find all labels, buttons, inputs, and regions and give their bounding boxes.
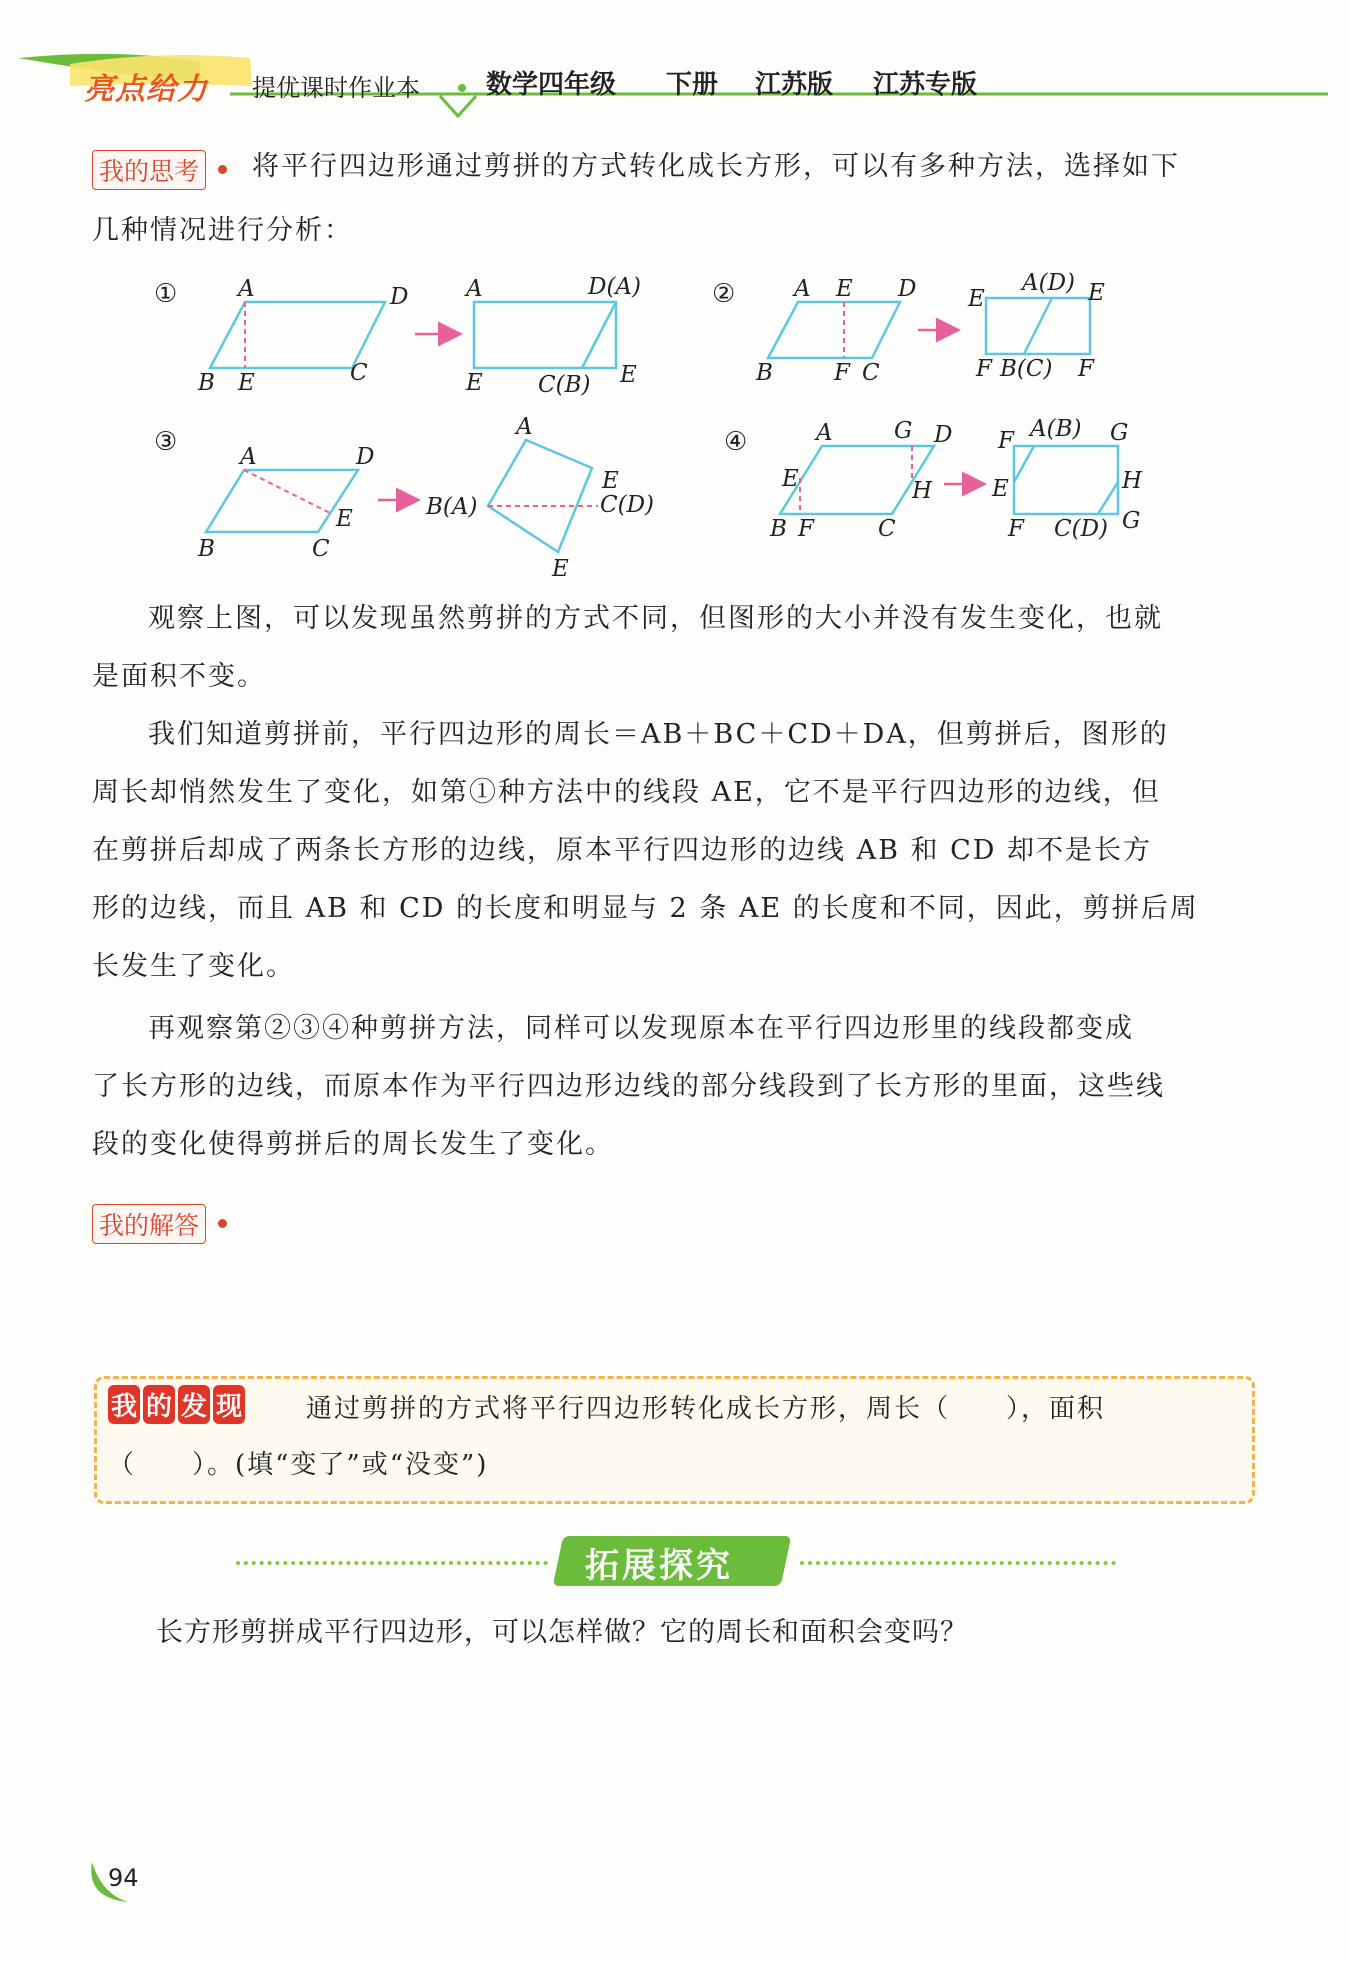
label: C(D) (600, 492, 654, 518)
paragraph-line: 段的变化使得剪拼后的周长发生了变化。 (92, 1129, 614, 1160)
label: F (798, 516, 814, 542)
edition-label: 江苏版 (755, 70, 834, 100)
diagram-1-number: ① (154, 279, 178, 309)
diagram-3-number: ③ (154, 427, 178, 457)
cut-paste-diagrams (0, 260, 1350, 590)
label: D (356, 444, 375, 470)
diagram-3 (154, 414, 654, 582)
label: E (782, 466, 799, 492)
paragraph-line: 观察上图，可以发现虽然剪拼的方式不同，但图形的大小并没有发生变化，也就 (148, 603, 1163, 634)
paragraph-other-methods (92, 1000, 1256, 1174)
label: D (390, 284, 409, 310)
label: E (602, 468, 619, 494)
label: C (878, 516, 896, 542)
label: H (912, 478, 933, 504)
paragraph-line: 形的边线，而且 AB 和 CD 的长度和明显与 2 条 AE 的长度和不同，因此，剪拼后周 (92, 893, 1199, 924)
diagram-2 (712, 270, 1105, 386)
label: A(D) (1022, 270, 1075, 296)
paragraph-line: 了长方形的边线，而原本作为平行四边形边线的部分线段到了长方形的里面，这些线 (92, 1071, 1165, 1102)
extension-divider-right (800, 1561, 1116, 1565)
parallelogram-4 (780, 446, 934, 514)
label: E (836, 276, 853, 302)
label: B (770, 516, 787, 542)
label: D (934, 422, 953, 448)
my-answer-tag: 我的解答 (92, 1204, 206, 1244)
my-discovery-tag (108, 1385, 248, 1424)
label: B (756, 360, 773, 386)
page-number: 94 (108, 1864, 139, 1892)
paragraph-line: 周长却悄然发生了变化，如第①种方法中的线段 AE，它不是平行四边形的边线，但 (92, 777, 1161, 808)
answer-area[interactable] (92, 1250, 1252, 1350)
label: E (336, 506, 353, 532)
label: C (350, 360, 368, 386)
extension-question: 长方形剪拼成平行四边形，可以怎样做？它的周长和面积会变吗？ (156, 1617, 968, 1648)
label: B (198, 536, 215, 562)
label: G (1122, 508, 1141, 534)
label: E (1088, 280, 1105, 306)
label: H (1122, 468, 1143, 494)
paragraph-line: 我们知道剪拼前，平行四边形的周长＝AB＋BC＋CD＋DA，但剪拼后，图形的 (148, 719, 1169, 750)
grade-label: 数学四年级 (486, 70, 617, 100)
label: B(A) (426, 494, 478, 520)
label: F (998, 428, 1014, 454)
parallelogram-1 (210, 302, 385, 368)
label: E (968, 286, 985, 312)
discovery-char: 现 (213, 1385, 245, 1424)
label: F (834, 360, 850, 386)
tag-dot (218, 1219, 227, 1228)
label: A (240, 444, 257, 470)
book-subtitle: 提优课时作业本 (252, 74, 420, 102)
tag-dot (218, 165, 227, 174)
label: C (862, 360, 880, 386)
label: F (976, 356, 992, 382)
thinking-line-2: 几种情况进行分析： (92, 215, 353, 246)
label: D (898, 276, 917, 302)
label: C(D) (1054, 516, 1108, 542)
page-header (0, 0, 1350, 130)
diagram-4-number: ④ (724, 427, 748, 457)
label: F (1008, 516, 1024, 542)
discovery-char: 发 (178, 1385, 210, 1424)
label: C (312, 536, 330, 562)
label: E (238, 370, 255, 396)
label: D(A) (588, 274, 641, 300)
extension-title: 拓展探究 (585, 1546, 733, 1586)
diagram-2-number: ② (712, 279, 736, 309)
paragraph-line: 再观察第②③④种剪拼方法，同样可以发现原本在平行四边形里的线段都变成 (148, 1013, 1134, 1044)
label: F (1078, 356, 1094, 382)
label: G (1110, 420, 1129, 446)
label: C(B) (538, 372, 591, 398)
discovery-line-1: 通过剪拼的方式将平行四边形转化成长方形，周长（ ），面积 (306, 1394, 1106, 1424)
label: A (794, 276, 811, 302)
label: A (238, 276, 255, 302)
paragraph-line: 在剪拼后却成了两条长方形的边线，原本平行四边形的边线 AB 和 CD 却不是长方 (92, 835, 1152, 866)
label: E (992, 476, 1009, 502)
parallelogram-2 (768, 302, 900, 358)
label: B (198, 370, 215, 396)
diagram-1 (154, 274, 641, 398)
label: E (466, 370, 483, 396)
volume-label: 下册 (666, 70, 719, 100)
label: A (466, 276, 483, 302)
brand-logo: 亮点给力 (84, 72, 208, 107)
thinking-line-1: 将平行四边形通过剪拼的方式转化成长方形，可以有多种方法，选择如下 (252, 151, 1180, 182)
label: A (516, 414, 533, 440)
label: E (620, 362, 637, 388)
label: B(C) (1000, 356, 1053, 382)
paragraph-observe (92, 590, 1256, 706)
label: A(B) (1030, 416, 1082, 442)
paragraph-line: 长发生了变化。 (92, 951, 295, 982)
extension-divider-left (236, 1561, 548, 1565)
diagram-4 (724, 416, 1143, 542)
discovery-char: 我 (108, 1385, 140, 1424)
paragraph-perimeter (92, 706, 1256, 996)
my-thinking-tag: 我的思考 (92, 150, 206, 190)
label: E (552, 556, 569, 582)
label: G (894, 418, 913, 444)
label: A (816, 420, 833, 446)
rectangle-3 (488, 440, 592, 552)
discovery-line-2: （ ）。(填“变了”或“没变”) (108, 1450, 489, 1480)
rectangle-1 (474, 302, 616, 368)
discovery-char: 的 (143, 1385, 175, 1424)
special-edition-label: 江苏专版 (873, 70, 978, 100)
paragraph-line: 是面积不变。 (92, 661, 266, 692)
